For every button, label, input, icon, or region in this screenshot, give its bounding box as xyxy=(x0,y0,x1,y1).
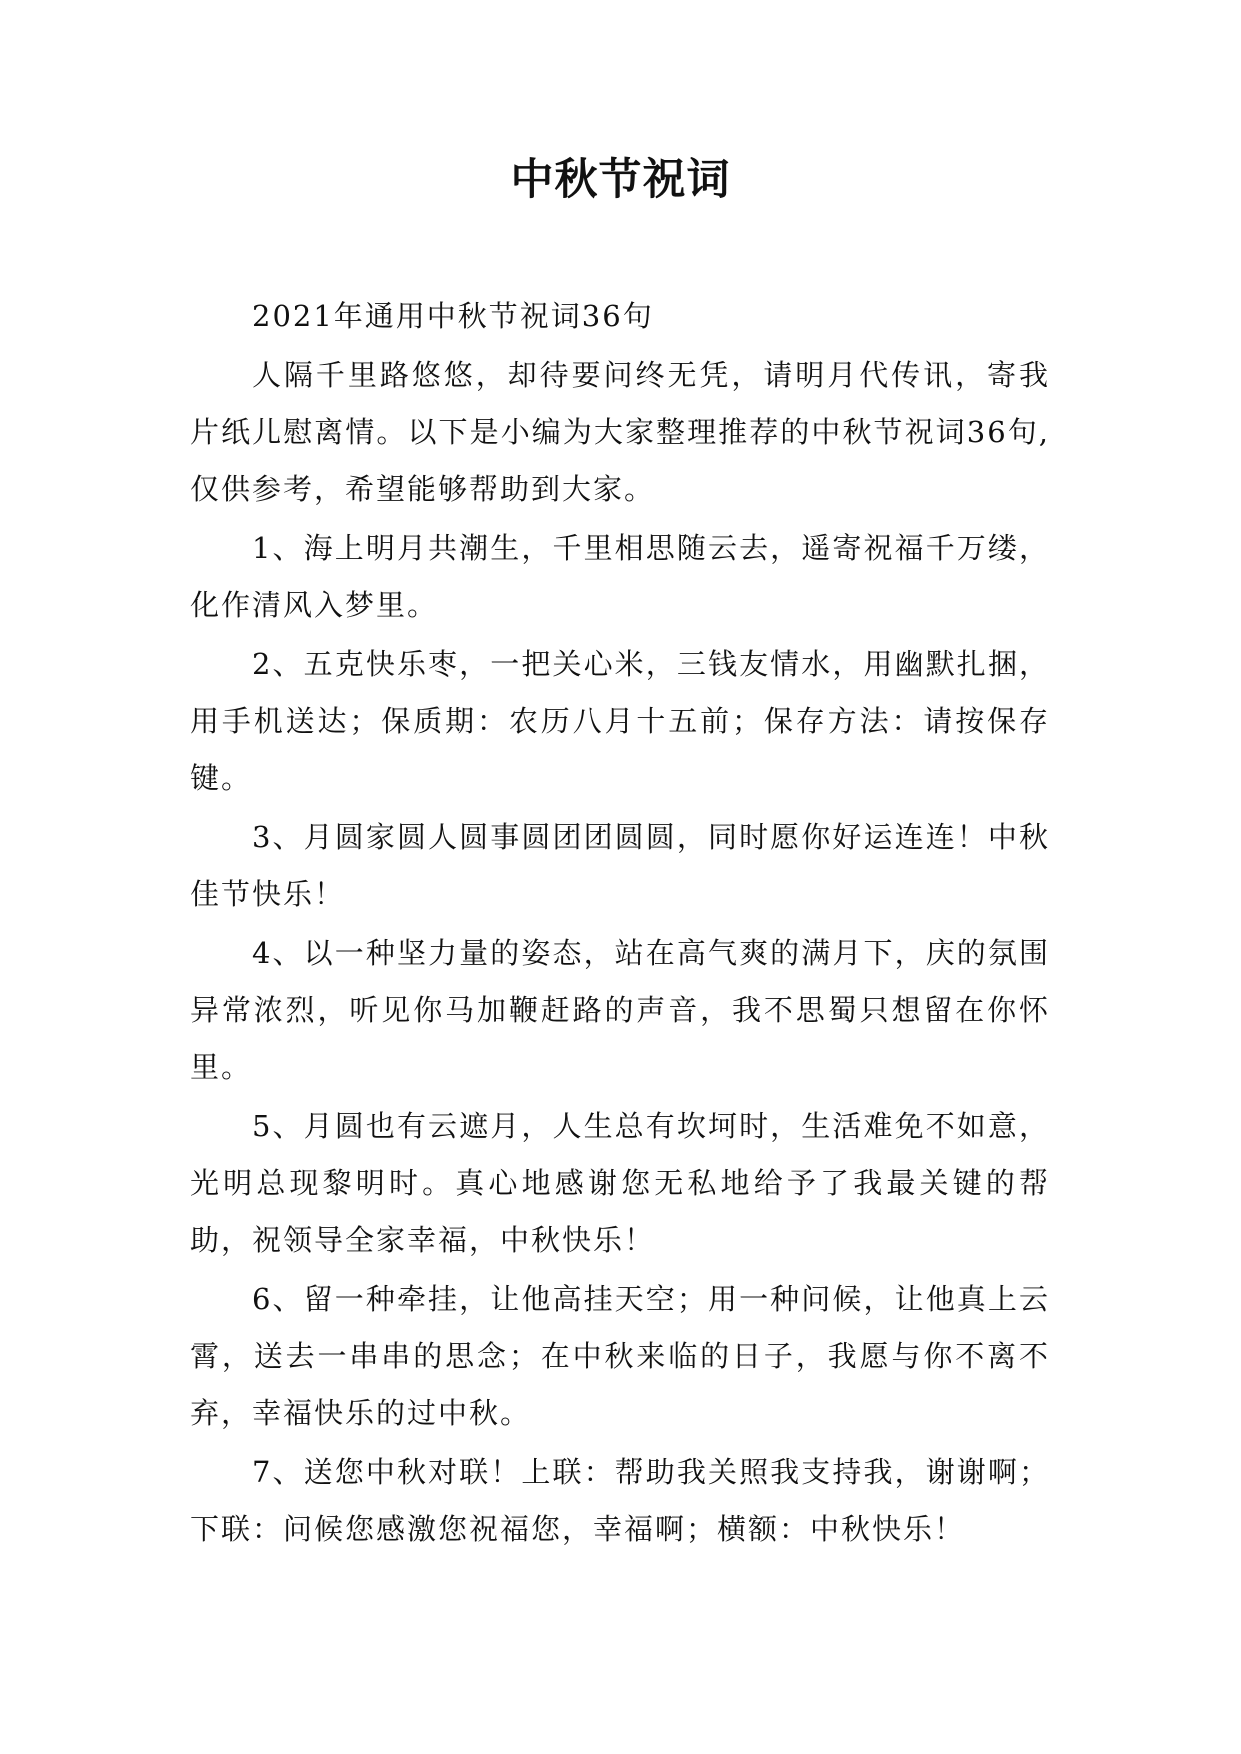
greeting-item-5: 5、月圆也有云遮月，人生总有坎坷时，生活难免不如意，光明总现黎明时。真心地感谢您无私地给予了我最关键的帮助，祝领导全家幸福，中秋快乐！ xyxy=(190,1109,1050,1257)
greeting-item-7: 7、送您中秋对联！上联：帮助我关照我支持我，谢谢啊；下联：问候您感激您祝福您，幸福啊；横额：中秋快乐！ xyxy=(190,1455,1050,1546)
greeting-item-1: 1、海上明月共潮生，千里相思随云去，遥寄祝福千万缕，化作清风入梦里。 xyxy=(190,531,1050,622)
subtitle-paragraph: 2021年通用中秋节祝词36句 xyxy=(252,299,654,333)
greeting-item-3: 3、月圆家圆人圆事圆团团圆圆，同时愿你好运连连！中秋佳节快乐！ xyxy=(190,820,1050,911)
greeting-item-4: 4、以一种坚力量的姿态，站在高气爽的满月下，庆的氛围异常浓烈，听见你马加鞭赶路的声音，我不思蜀只想留在你怀里。 xyxy=(190,936,1050,1084)
document-title: 中秋节祝词 xyxy=(510,155,731,205)
document-body xyxy=(190,288,1050,1560)
intro-paragraph: 人隔千里路悠悠，却待要问终无凭，请明月代传讯，寄我片纸儿慰离情。以下是小编为大家整理推荐的中秋节祝词36句,仅供参考，希望能够帮助到大家。 xyxy=(190,358,1050,506)
greeting-item-6: 6、留一种牵挂，让他高挂天空；用一种问候，让他真上云霄，送去一串串的思念；在中秋来临的日子，我愿与你不离不弃，幸福快乐的过中秋。 xyxy=(190,1282,1050,1430)
greeting-item-2: 2、五克快乐枣，一把关心米，三钱友情水，用幽默扎捆，用手机送达；保质期：农历八月十五前；保存方法：请按保存键。 xyxy=(190,647,1050,795)
